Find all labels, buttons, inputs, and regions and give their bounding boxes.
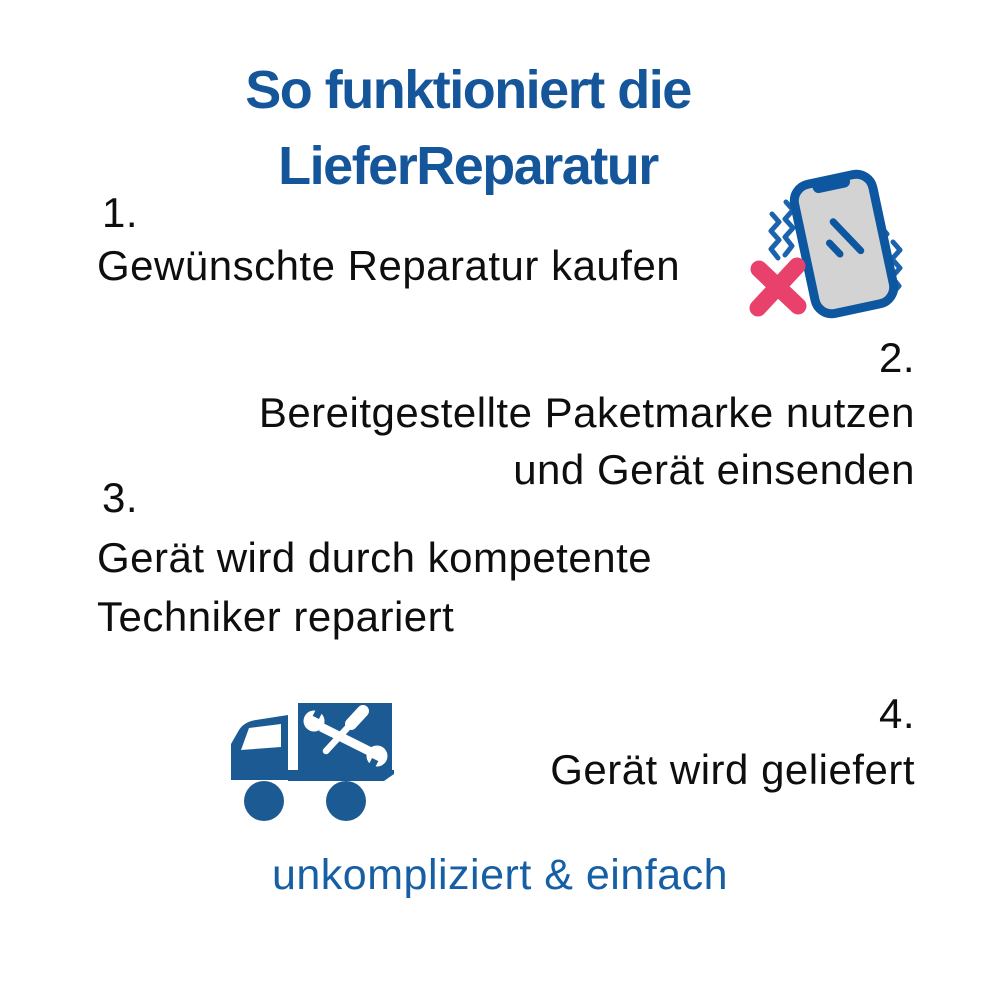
broken-phone-icon	[742, 168, 917, 338]
step-2-number: 2.	[878, 334, 915, 381]
title-line-1: So funktioniert die	[245, 60, 691, 120]
phone-body	[791, 168, 897, 317]
delivery-truck-icon	[226, 700, 398, 822]
step-2-line-1: Bereitgestellte Paketmarke nutzen	[258, 389, 915, 436]
step-3-line-2: Techniker repariert	[97, 593, 455, 640]
truck-chassis	[288, 770, 394, 781]
step-1-number: 1.	[102, 189, 139, 236]
truck-wheel-front	[244, 781, 284, 821]
step-2-text	[259, 384, 915, 498]
step-1-text: Gewünschte Reparatur kaufen	[97, 242, 681, 289]
step-3-line-1: Gerät wird durch kompetente	[97, 534, 653, 581]
step-3-number: 3.	[102, 474, 139, 521]
error-x-icon	[758, 266, 798, 308]
phone-screen	[791, 171, 897, 317]
step-2-line-2: und Gerät einsenden	[513, 446, 915, 493]
step-4-text: Gerät wird geliefert	[550, 746, 915, 793]
step-3-text	[97, 528, 652, 646]
truck-wheel-rear	[326, 781, 366, 821]
tagline: unkompliziert & einfach	[271, 851, 729, 899]
vibration-lines-left	[771, 202, 793, 258]
step-4-number: 4.	[878, 690, 915, 737]
title-line-2: LieferReparatur	[278, 136, 658, 196]
